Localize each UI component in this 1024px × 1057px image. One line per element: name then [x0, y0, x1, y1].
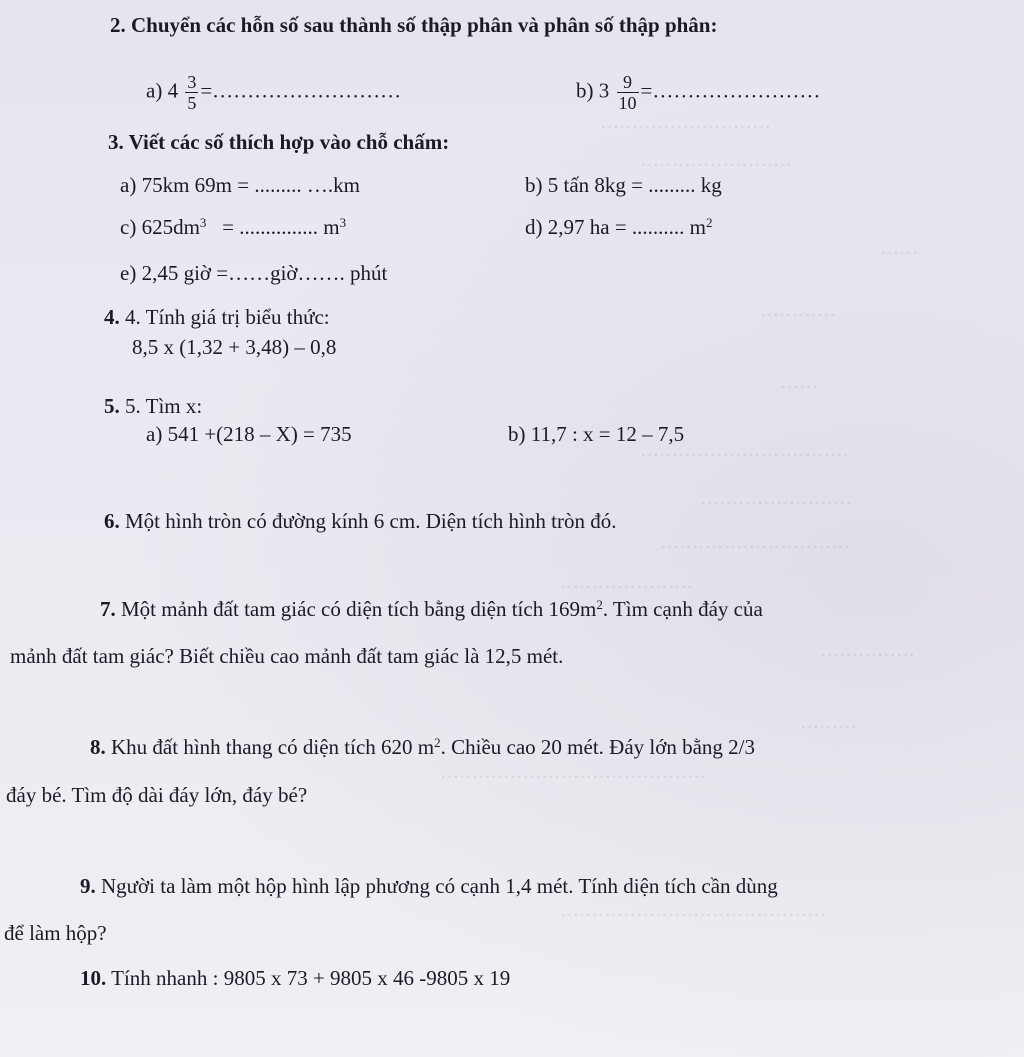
- q7-line2: mảnh đất tam giác? Biết chiều cao mảnh đất tam giác là 12,5 mét.: [10, 644, 564, 668]
- q2b-fraction: [617, 72, 639, 113]
- q5b: b) 11,7 : x = 12 – 7,5: [508, 422, 685, 446]
- q3a: a) 75km 69m = ......... ….km: [120, 173, 360, 197]
- q8-line2: đáy bé. Tìm độ dài đáy lớn, đáy bé?: [6, 783, 308, 807]
- q2-title: 2. Chuyển các hỗn số sau thành số thập phân và phân số thập phân:: [110, 13, 718, 37]
- q3d: d) 2,97 ha = .......... $m^2$: [525, 215, 713, 239]
- q2b-whole: b) 3: [576, 78, 610, 103]
- q3-title: 3. Viết các số thích hợp vào chỗ chấm:: [108, 130, 450, 154]
- q2a-blank: =………………………: [200, 78, 402, 103]
- q2b-blank: =……………………: [640, 78, 821, 103]
- q2a-fraction: [185, 72, 198, 113]
- q2a-denominator: 5: [187, 93, 197, 113]
- q2a-numerator: 3: [187, 72, 197, 92]
- q4-expression: 8,5 x (1,32 + 3,48) – 0,8: [132, 335, 337, 359]
- q2b-numerator: 9: [617, 72, 639, 93]
- q3b: b) 5 tấn 8kg = ......... kg: [525, 173, 722, 197]
- q2a-whole: a) 4: [146, 78, 179, 103]
- q4-title: 4. 4. Tính giá trị biểu thức:: [104, 305, 330, 329]
- q2b: [576, 72, 820, 113]
- q7-line1: 7. Một mảnh đất tam giác có diện tích bằng diện tích $169m^2$. Tìm cạnh đáy của: [100, 597, 763, 621]
- q10: 10. Tính nhanh : 9805 x 73 + 9805 x 46 -9805 x 19: [80, 966, 511, 990]
- q9-line2: để làm hộp?: [4, 921, 107, 945]
- q8-line1: 8. Khu đất hình thang có diện tích 620 $m^2$. Chiều cao 20 mét. Đáy lớn bằng 2/3: [90, 735, 755, 759]
- q2b-denominator: 10: [618, 93, 637, 113]
- q3c: c) $625dm^3$ = ............... $m^3$: [120, 215, 347, 239]
- q6: 6. Một hình tròn có đường kính 6 cm. Diện tích hình tròn đó.: [104, 509, 617, 533]
- q3e: e) 2,45 giờ =……giờ……. phút: [120, 261, 388, 285]
- q2a: [146, 72, 401, 113]
- q9-line1: 9. Người ta làm một hộp hình lập phương có cạnh 1,4 mét. Tính diện tích cần dùng: [80, 874, 778, 898]
- q5-title: 5. 5. Tìm x:: [104, 394, 203, 418]
- q5a: a) 541 +(218 – X) = 735: [146, 422, 352, 446]
